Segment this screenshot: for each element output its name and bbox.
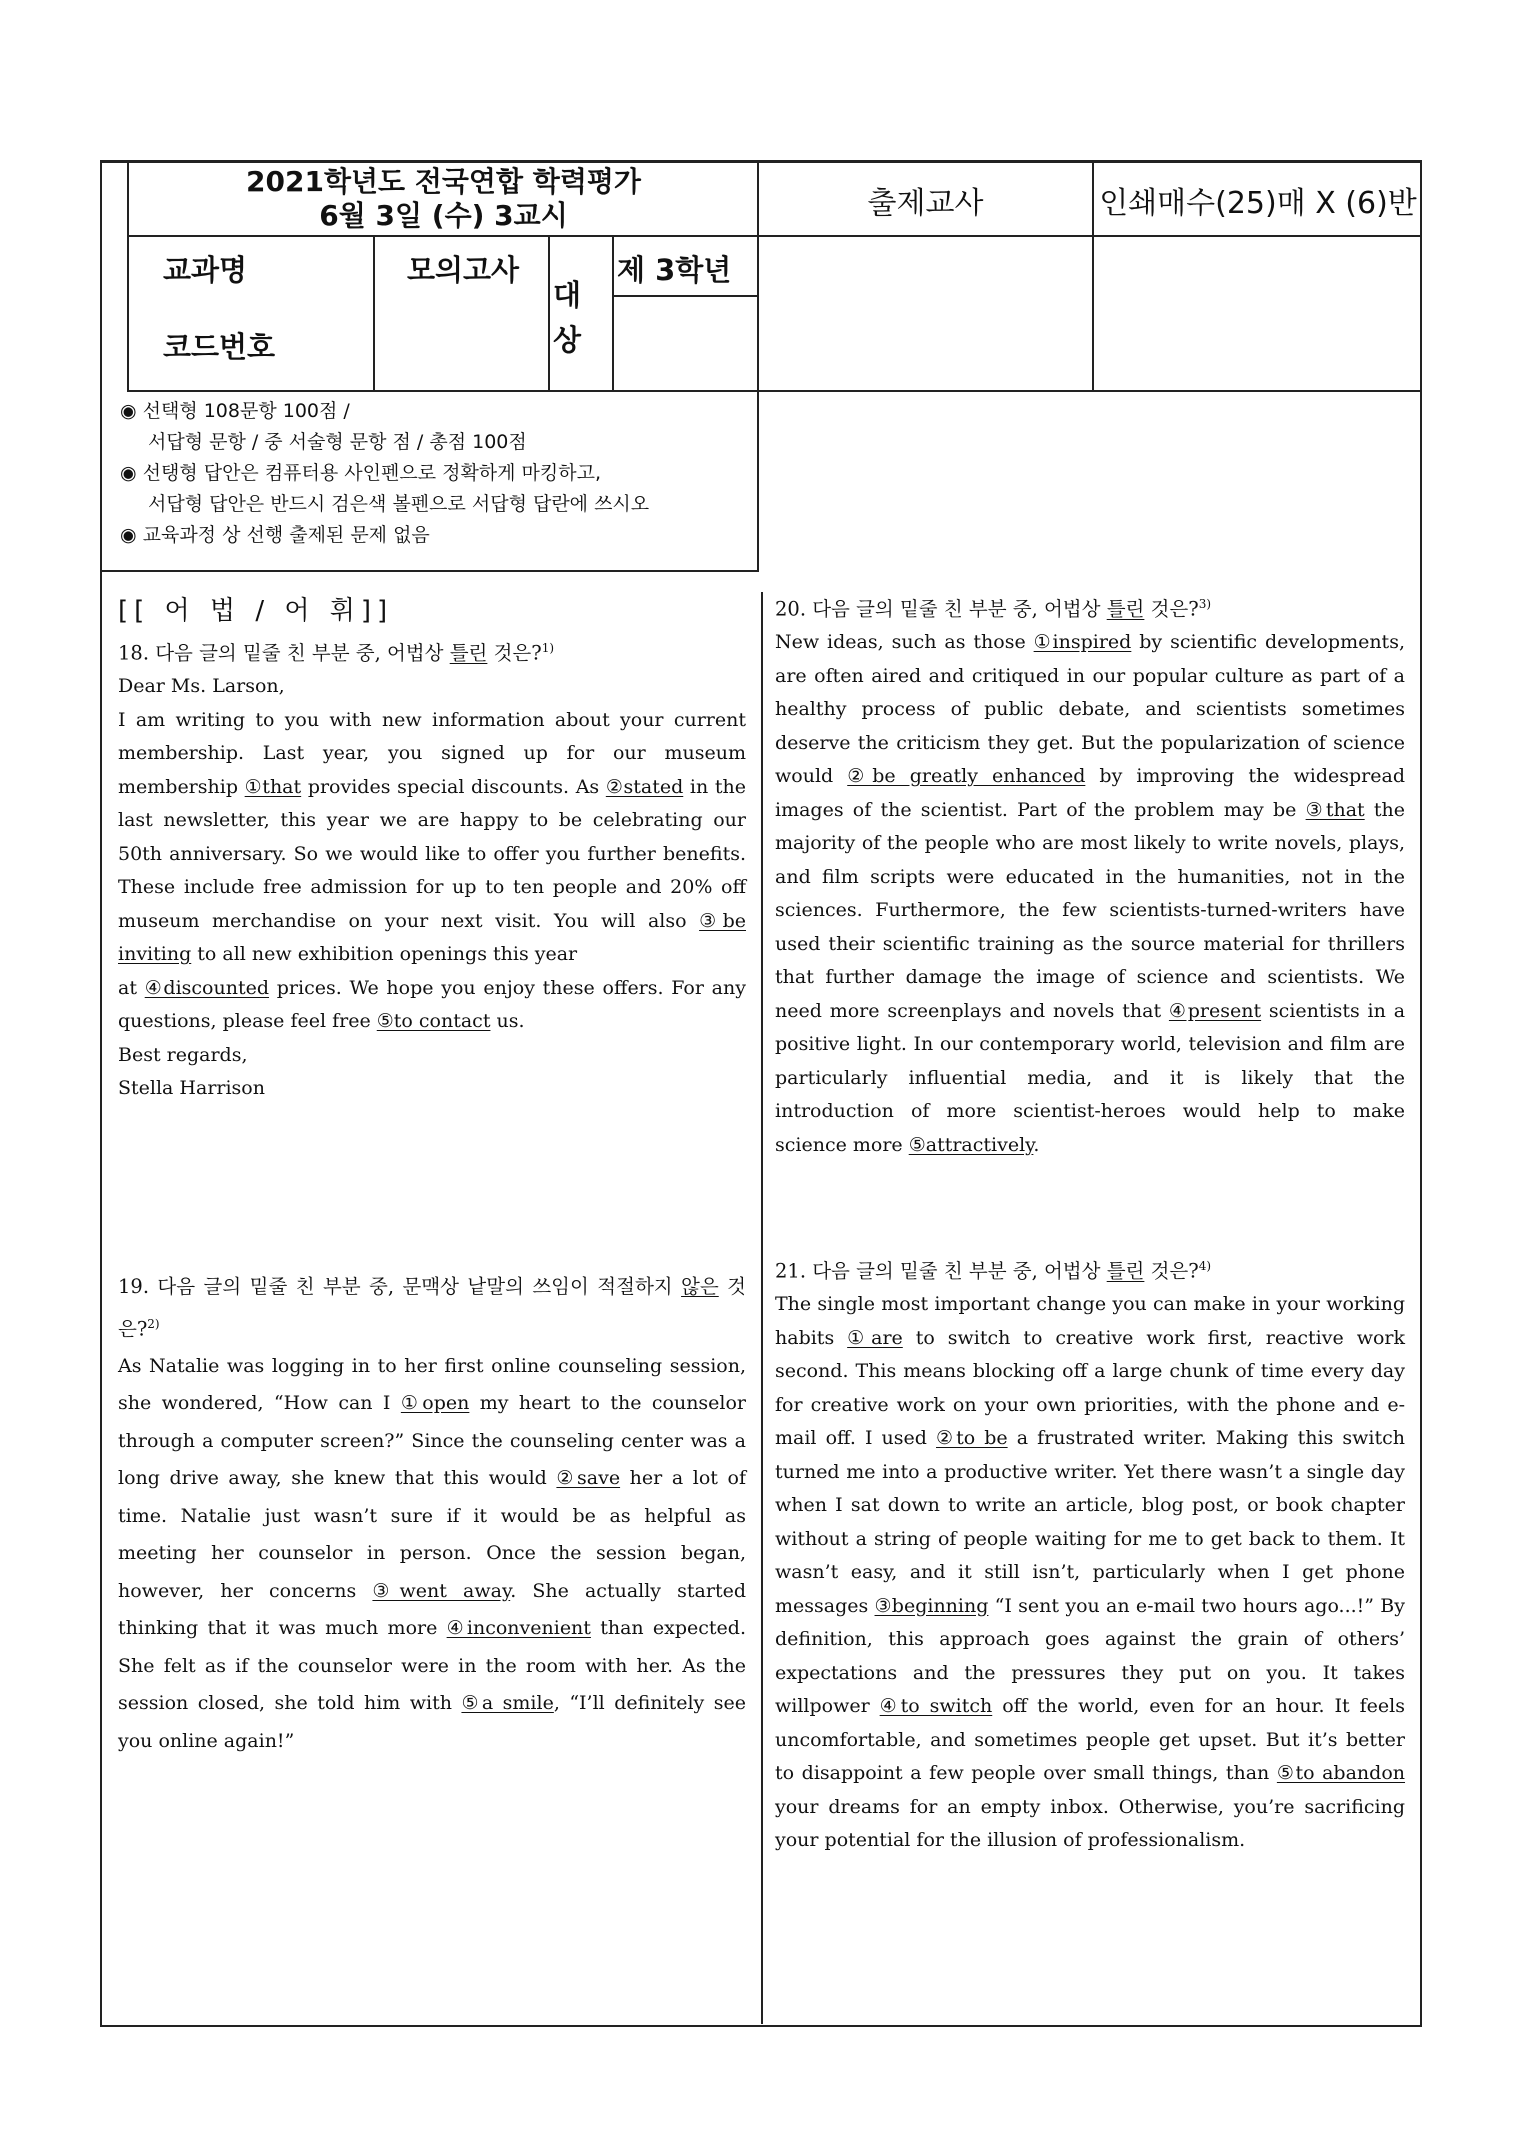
question-21-body: The single most important change you can make in your working habits ①are to switch to creative work first, reactive work second. This means blocking off a large chunk of time every day for creative work on your own priorities, with the phone and e-mail off. I used ②to be a frustrated writer. Making this switch turned me into a productive writer. Yet there wasn’t a single day when I sat down to write an article, blog post, or book chapter without a string of people waiting for me to get back to them. It wasn’t easy, and it still isn’t, particularly when I get phone messages ③beginning “I sent you an e-mail two hours ago...!” By definition, this approach goes against the grain of others’ expectations and the pressures they put on you. It takes willpower ④to switch off the world, even for an hour. It feels uncomfortable, and sometimes people get upset. But it’s better to disappoint a few people over small things, than ⑤to abandon your dreams for an empty inbox. Otherwise, you’re sacrificing your potential for the illusion of professionalism. <box>775 1293 1406 1851</box>
letter-closing: Best regards, <box>118 1043 248 1066</box>
question-18-body: I am writing to you with new information about your current membership. Last year, you signed up for our museum membership ①that provides special discounts. As ②stated in the last newsletter, this year we are happy to be celebrating our 50th anniversary. So we would like to offer you further benefits. These include free admission for up to ten people and 20% off museum merchandise on your next visit. You will also ③be inviting to all new exhibition openings this year <box>118 708 746 965</box>
option-5: ⑤a smile <box>461 1692 554 1714</box>
option-2: ②to be <box>936 1427 1008 1449</box>
question-18-body-cont: at ④discounted prices. We hope you enjoy these offers. For any questions, please feel free ⑤to contact us. <box>118 976 746 1032</box>
examiner-label: 출제교사 <box>867 186 984 221</box>
option-1: ①are <box>847 1326 903 1349</box>
option-1: ①inspired <box>1033 631 1132 653</box>
letter-greeting: Dear Ms. Larson, <box>118 675 285 697</box>
notes-bottom-rule <box>100 570 759 572</box>
note-line: ◉ 선택형 108문항 100점 / <box>120 400 350 422</box>
question-20-body: New ideas, such as those ①inspired by scientific developments, are often aired and critiqued in our popular culture as part of a healthy process of public debate, and scientists sometimes deserve the criticism they get. But the popularization of science would ②be greatly enhanced by improving the widespread images of the scientist. Part of the problem may be ③that the majority of the people who are most likely to write novels, plays, and film scripts were educated in the humanities, not in the sciences. Furthermore, the few scientists-turned-writers have used their scientific training as the source material for thrillers that further damage the image of science and scientists. We need more screenplays and novels that ④present scientists in a positive light. In our contemporary world, television and film are particularly influential media, and it is likely that the introduction of more scientist-heroes would help to make science more ⑤attractively. <box>775 631 1406 1156</box>
subject-col-rule <box>373 235 375 392</box>
question-19-body: As Natalie was logging in to her first online counseling session, she wondered, “How can I ①open my heart to the counselor through a computer screen?” Since the counseling center was a long drive away, she knew that this would ②save her a lot of time. Natalie just wasn’t sure if it would be as helpful as meeting her counselor in person. Once the session began, however, her concerns ③went away. She actually started thinking that it was much more ④inconvenient than expected. She felt as if the counselor were in the room with her. As the session closed, she told him with ⑤a smile, “I’ll definitely see you online again!” <box>118 1354 747 1752</box>
question-18-title: 18. 다음 글의 밑줄 친 부분 중, 어법상 틀린 것은?$^{1)}$ <box>118 641 555 665</box>
header-right-rule <box>757 235 1422 237</box>
note-line: ◉ 선탱형 답안은 컴퓨터용 사인펜으로 정확하게 마킹하고, <box>120 462 601 484</box>
option-4: ④to switch <box>879 1695 993 1717</box>
question-18 <box>118 632 746 1106</box>
target-col-rule-1 <box>548 235 550 392</box>
exam-title-line2: 6월 3일 (수) 3교시 <box>319 199 568 232</box>
option-1: ①open <box>400 1392 470 1414</box>
target-label-2: 상 <box>553 323 582 357</box>
option-4: ④present <box>1168 999 1262 1022</box>
note-line: 서답형 답안은 반드시 검은색 볼펜으로 서답형 답란에 쓰시오 <box>148 493 650 515</box>
note-line: ◉ 교육과정 상 선행 출제된 문제 없음 <box>120 524 430 546</box>
header-bottom-rule <box>127 390 1422 392</box>
exam-notes <box>120 396 750 551</box>
grade-row-rule <box>612 295 758 297</box>
option-1: ①that <box>244 775 302 798</box>
option-2: ②be greatly enhanced <box>847 765 1086 787</box>
option-3: ③beginning <box>874 1594 989 1617</box>
option-3: ③be inviting <box>118 909 746 965</box>
column-divider <box>761 592 763 2024</box>
question-21-title: 21. 다음 글의 밑줄 친 부분 중, 어법상 틀린 것은?$^{4)}$ <box>775 1259 1212 1283</box>
option-4: ④inconvenient <box>446 1617 591 1639</box>
question-20 <box>775 588 1405 1162</box>
question-19 <box>118 1268 746 1760</box>
option-2: ②stated <box>605 775 684 798</box>
option-5: ⑤attractively <box>908 1133 1034 1156</box>
print-info: 인쇄매수(25)매 X (6)반 <box>1099 186 1417 221</box>
exam-title <box>130 165 757 233</box>
header-mid-rule <box>127 235 758 237</box>
code-label: 코드번호 <box>163 330 276 364</box>
question-21 <box>775 1250 1405 1858</box>
option-3: ③went away <box>372 1579 511 1602</box>
option-2: ②save <box>556 1467 621 1489</box>
letter-signature: Stella Harrison <box>118 1077 265 1099</box>
option-5: ⑤to contact <box>376 1010 491 1032</box>
grade-value: 제 3학년 <box>617 253 732 287</box>
subject-label: 교과명 <box>163 253 248 287</box>
option-4: ④discounted <box>144 976 270 999</box>
target-label-1: 대 <box>553 278 582 312</box>
header-left-rule <box>127 162 129 392</box>
question-19-title: 19. 다음 글의 밑줄 친 부분 중, 문맥상 낱말의 쓰임이 적절하지 않은 것은?$^{2)}$ <box>118 1275 746 1340</box>
question-20-title: 20. 다음 글의 밑줄 친 부분 중, 어법상 틀린 것은?$^{3)}$ <box>775 597 1212 621</box>
option-3: ③that <box>1305 798 1365 821</box>
target-col-rule-2 <box>612 235 614 392</box>
note-line: 서답형 문항 / 중 서술형 문항 점 / 총점 100점 <box>148 431 527 453</box>
subject-value: 모의고사 <box>407 253 520 287</box>
header-col-rule-1 <box>757 162 759 572</box>
option-5: ⑤to abandon <box>1276 1762 1406 1784</box>
exam-title-line1: 2021학년도 전국연합 학력평가 <box>246 165 641 198</box>
section-heading: [[ 어 법 / 어 휘]] <box>118 596 394 626</box>
